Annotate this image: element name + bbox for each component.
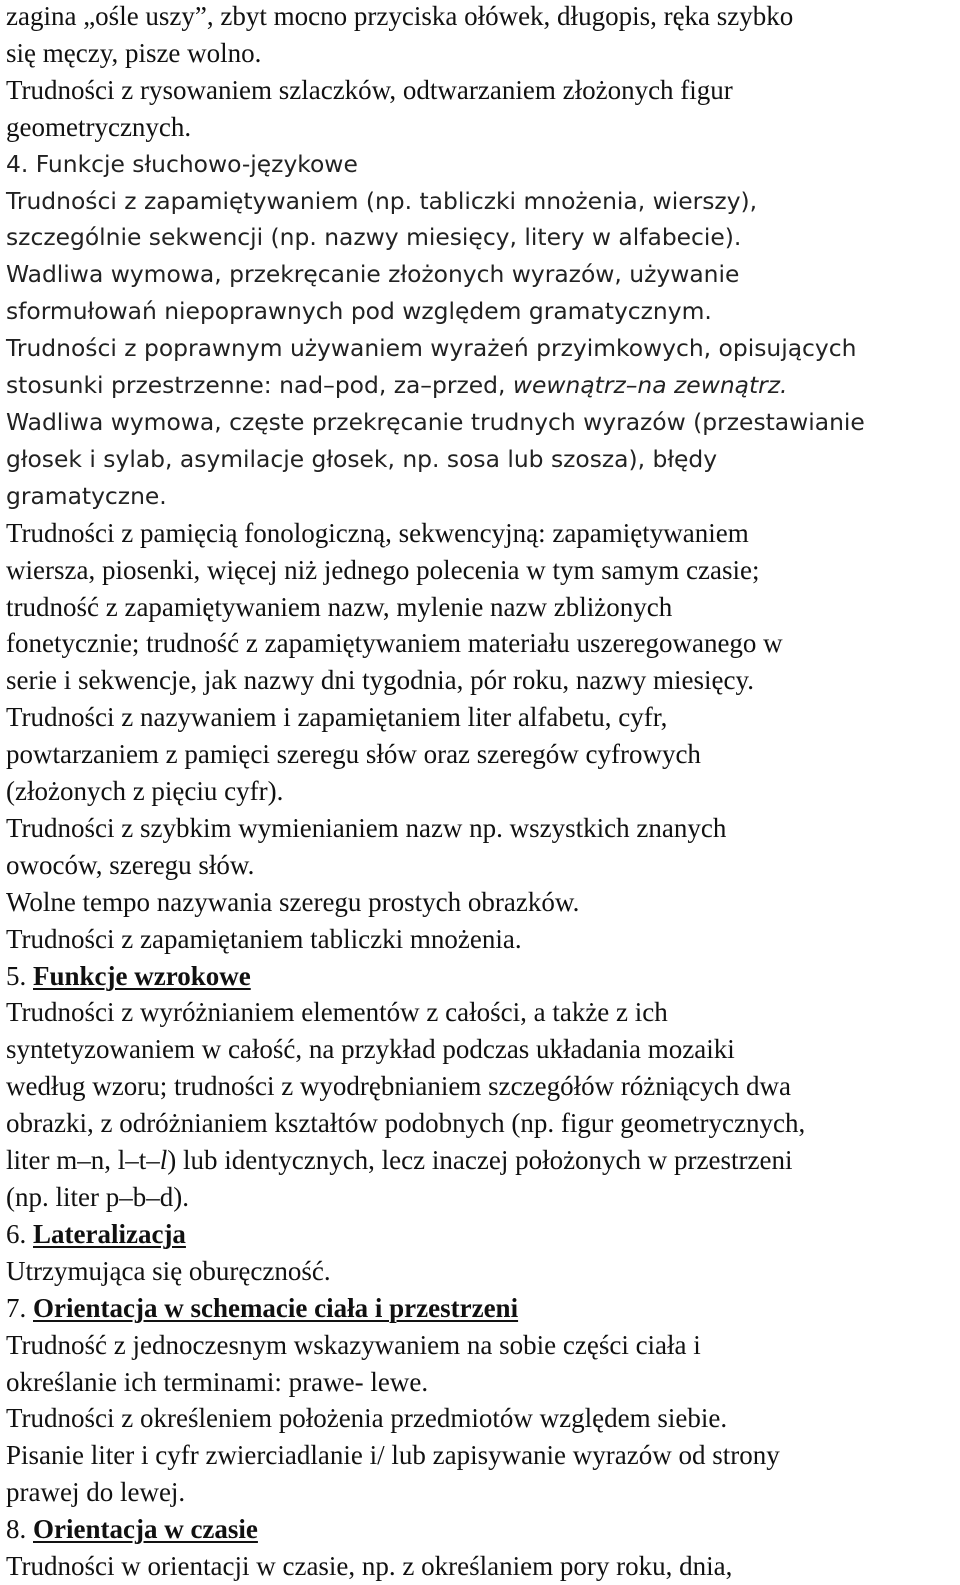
text-line: geometrycznych. bbox=[6, 111, 192, 142]
text-line: Wadliwa wymowa, częste przekręcanie trudnych wyrazów (przestawianie bbox=[6, 407, 865, 436]
text-line: Trudności z pamięcią fonologiczną, sekwencyjną: zapamiętywaniem bbox=[6, 517, 749, 548]
text-line: syntetyzowaniem w całość, na przykład podczas układania mozaiki bbox=[6, 1034, 735, 1065]
text-span: ) lub identycznych, lecz inaczej położonych w przestrzeni bbox=[167, 1145, 793, 1176]
text-line: Trudności z rysowaniem szlaczków, odtwarzaniem złożonych figur bbox=[6, 74, 733, 105]
section-number: 6. bbox=[6, 1218, 33, 1249]
text-line: Wolne tempo nazywania szeregu prostych obrazków. bbox=[6, 886, 580, 917]
document-page bbox=[6, 0, 956, 1585]
section-heading-5 bbox=[6, 958, 956, 995]
section-heading-4: 4. Funkcje słuchowo-językowe bbox=[6, 149, 358, 178]
text-line: Pisanie liter i cyfr zwierciadlanie i/ lub zapisywanie wyrazów od strony bbox=[6, 1440, 780, 1471]
section-heading-8 bbox=[6, 1511, 956, 1548]
text-line: prawej do lewej. bbox=[6, 1477, 186, 1508]
text-line: trudność z zapamiętywaniem nazw, mylenie nazw zbliżonych bbox=[6, 591, 673, 622]
text-line: serie i sekwencje, jak nazwy dni tygodnia, pór roku, nazwy miesięcy. bbox=[6, 665, 755, 696]
text-line: (złożonych z pięciu cyfr). bbox=[6, 776, 284, 807]
section-number: 5. bbox=[6, 960, 33, 991]
section-number: 7. bbox=[6, 1292, 33, 1323]
text-line: Trudności z wyróżnianiem elementów z całości, a także z ich bbox=[6, 997, 668, 1028]
text-line: owoców, szeregu słów. bbox=[6, 849, 255, 880]
text-line: według wzoru; trudności z wyodrębnianiem szczegółów różniących dwa bbox=[6, 1071, 791, 1102]
text-line: się męczy, pisze wolno. bbox=[6, 37, 262, 68]
section-title: Orientacja w czasie bbox=[33, 1514, 258, 1545]
text-line: Trudności z poprawnym używaniem wyrażeń przyimkowych, opisujących bbox=[6, 334, 857, 363]
text-line: zagina „ośle uszy”, zbyt mocno przyciska ołówek, długopis, ręka szybko bbox=[6, 1, 794, 31]
text-line: Trudności z określeniem położenia przedmiotów względem siebie. bbox=[6, 1403, 728, 1434]
text-line: Trudność z jednoczesnym wskazywaniem na sobie części ciała i bbox=[6, 1329, 701, 1360]
section-title: Lateralizacja bbox=[33, 1218, 186, 1249]
italic-text: l bbox=[159, 1145, 168, 1176]
text-line: fonetycznie; trudność z zapamiętywaniem materiału uszeregowanego w bbox=[6, 628, 783, 659]
text-line: sformułowań niepoprawnych pod względem gramatycznym. bbox=[6, 297, 712, 326]
text-line bbox=[6, 367, 956, 404]
text-line: Trudności w orientacji w czasie, np. z określaniem pory roku, dnia, bbox=[6, 1551, 733, 1582]
text-line: Utrzymująca się oburęczność. bbox=[6, 1255, 331, 1286]
text-line: Trudności z zapamiętaniem tabliczki mnożenia. bbox=[6, 923, 522, 954]
text-line: Wadliwa wymowa, przekręcanie złożonych wyrazów, używanie bbox=[6, 260, 740, 289]
text-line: Trudności z szybkim wymienianiem nazw np. wszystkich znanych bbox=[6, 812, 727, 843]
section-title: Orientacja w schemacie ciała i przestrzeni bbox=[33, 1292, 519, 1323]
text-line: powtarzaniem z pamięci szeregu słów oraz szeregów cyfrowych bbox=[6, 739, 701, 770]
section-number: 8. bbox=[6, 1514, 33, 1545]
italic-text: wewnątrz–na zewnątrz. bbox=[512, 371, 788, 400]
section-heading-6 bbox=[6, 1216, 956, 1253]
section-title: Funkcje wzrokowe bbox=[33, 960, 251, 991]
text-line: głosek i sylab, asymilacje głosek, np. sosa lub szosza), błędy bbox=[6, 444, 718, 473]
text-span: stosunki przestrzenne: nad–pod, za–przed, bbox=[6, 371, 513, 400]
text-line: (np. liter p–b–d). bbox=[6, 1182, 189, 1212]
text-line bbox=[6, 1142, 956, 1179]
section-heading-7 bbox=[6, 1290, 956, 1327]
text-line: szczególnie sekwencji (np. nazwy miesięcy, litery w alfabecie). bbox=[6, 223, 742, 252]
text-line: określanie ich terminami: prawe- lewe. bbox=[6, 1366, 429, 1397]
text-span: liter m–n, l–t– bbox=[6, 1145, 160, 1176]
text-line: obrazki, z odróżnianiem kształtów podobnych (np. figur geometrycznych, bbox=[6, 1108, 806, 1139]
text-line: wiersza, piosenki, więcej niż jednego polecenia w tym samym czasie; bbox=[6, 554, 760, 585]
text-line: Trudności z zapamiętywaniem (np. tabliczki mnożenia, wierszy), bbox=[6, 186, 758, 215]
text-line: gramatyczne. bbox=[6, 481, 167, 510]
text-line: Trudności z nazywaniem i zapamiętaniem liter alfabetu, cyfr, bbox=[6, 702, 668, 733]
